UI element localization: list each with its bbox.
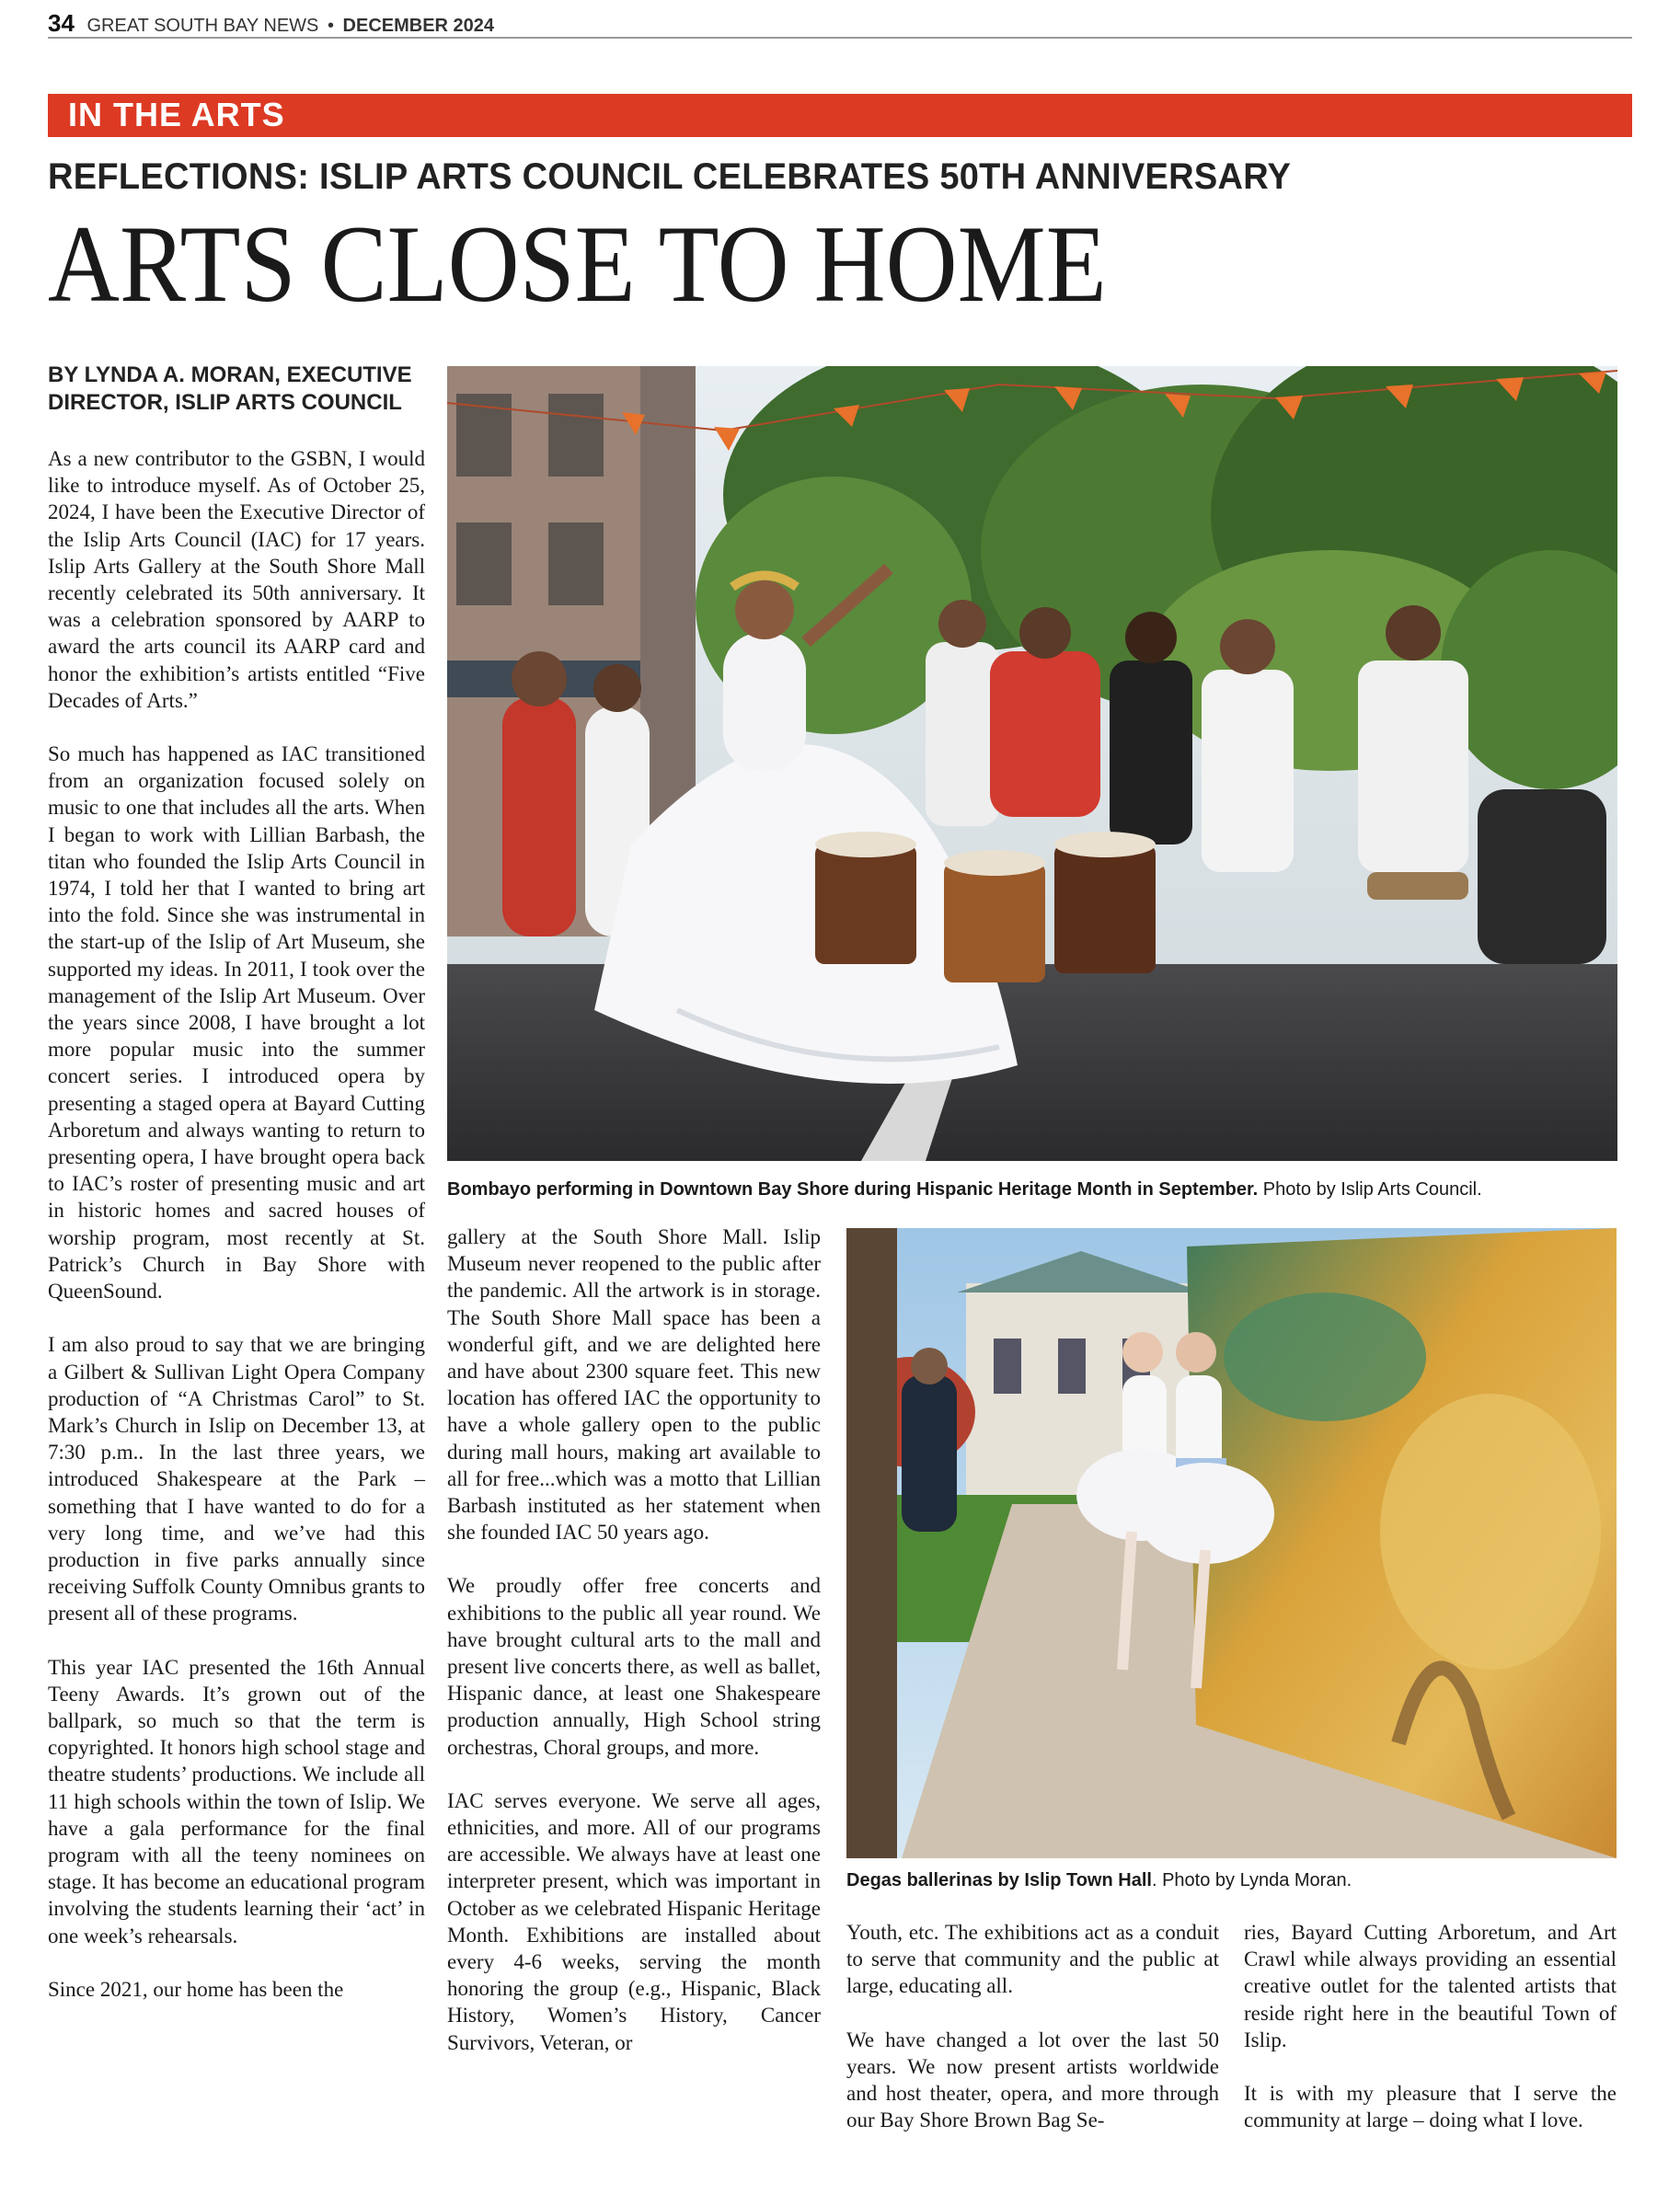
- page-number: 34: [48, 9, 75, 37]
- caption-description: Degas ballerinas by Islip Town Hall: [846, 1870, 1152, 1890]
- caption-description: Bombayo performing in Downtown Bay Shore during Hispanic Heritage Month in September.: [447, 1179, 1259, 1200]
- article-headline: ARTS CLOSE TO HOME: [48, 202, 1107, 325]
- photo-bombayo-performance: [447, 366, 1617, 1161]
- article-column-1: [48, 445, 425, 2029]
- paragraph: This year IAC presented the 16th Annual Teeny Awards. It’s grown out of the ballpark, so much so that the term is copyrighted. It honors high school stage and theatre students’ productions. We include all 11 high schools within the town of Islip. We have a gala performance for the final program with all the teeny nominees on stage. It has become an educational program involving the students learning their ‘act’ in one week’s rehearsals.: [48, 1655, 425, 1947]
- paragraph: Since 2021, our home has been the: [48, 1977, 344, 2001]
- page-folio: [48, 9, 1632, 39]
- photo-degas-ballerinas: [846, 1228, 1617, 1858]
- caption-credit: . Photo by Lynda Moran.: [1151, 1870, 1352, 1890]
- section-label: IN THE ARTS: [68, 96, 285, 133]
- paragraph: As a new contributor to the GSBN, I would like to introduce myself. As of October 25, 2024, I have been the Executive Director of the Islip Arts Council (IAC) for 17 years. Islip Arts Gallery at the South Shore Mall recently celebrated its 50th anniversary. It was a celebration sponsored by AARP to award the arts council its AARP card and honor the exhibition’s artists entitled “Five Decades of Arts.”: [48, 447, 425, 712]
- photo-caption-top: [447, 1179, 1617, 1201]
- photo-caption-bottom: [846, 1870, 1617, 1891]
- paragraph: I am also proud to say that we are bringing a Gilbert & Sullivan Light Opera Company production of “A Christmas Carol” to St. Mark’s Church in Islip on December 13, at 7:30 p.m.. In the last three years, we introduced Shakespeare at the Park – something that I have wanted to do for a very long time, and we’ve had this production in five parks annually since receiving Suffolk County Omnibus grants to present all of these programs.: [48, 1333, 425, 1626]
- article-byline: BY LYNDA A. MORAN, EXECUTIVE DIRECTOR, ISLIP ARTS COUNCIL: [48, 362, 412, 415]
- paragraph: It is with my pleasure that I serve the community at large – doing what I love.: [1244, 2082, 1617, 2132]
- paragraph: ries, Bayard Cutting Arboretum, and Art Crawl while always providing an essential creative outlet for the talented artists that reside right here in the beautiful Town of Islip.: [1244, 1921, 1617, 2051]
- paragraph: We have changed a lot over the last 50 years. We now present artists worldwide and host theater, opera, and more through our Bay Shore Brown Bag Se-: [846, 2028, 1219, 2132]
- issue-date: DECEMBER 2024: [342, 16, 495, 36]
- article-column-2: [447, 1224, 821, 2083]
- article-column-3: [846, 1919, 1219, 2160]
- paragraph: Youth, etc. The exhibitions act as a conduit to serve that community and the public at large, educating all.: [846, 1921, 1219, 1998]
- article-column-4: [1244, 1919, 1617, 2160]
- paragraph: gallery at the South Shore Mall. Islip Museum never reopened to the public after the pandemic. All the artwork is in storage. The South Shore Mall space has been a wonderful gift, and we are delighted here and have about 2300 square feet. This new location has offered IAC the opportunity to have a whole gallery open to the public during mall hours, making art available to all for free...which was a motto that Lillian Barbash instituted as her statement when she founded IAC 50 years ago.: [447, 1225, 821, 1545]
- folio-separator: •: [327, 16, 334, 36]
- article-kicker: REFLECTIONS: ISLIP ARTS COUNCIL CELEBRATES 50TH ANNIVERSARY: [48, 156, 1292, 197]
- paragraph: So much has happened as IAC transitioned from an organization focused solely on music to one that includes all the arts. When I began to work with Lillian Barbash, the titan who founded the Islip Arts Council in 1974, I told her that I wanted to bring art into the fold. Since she was instrumental in the start-up of the Islip of Art Museum, she supported my ideas. In 2011, I took over the management of the Islip Art Museum. Over the years since 2008, I have brought a lot more popular music into the summer concert series. I introduced opera by presenting a staged opera at Bayard Cutting Arboretum and always wanting to return to presenting opera, I have brought opera back to IAC’s roster of presenting music and art in historic homes and sacred houses of worship program, most recently at St. Patrick’s Church in Bay Shore with QueenSound.: [48, 742, 425, 1304]
- publication-name: GREAT SOUTH BAY NEWS: [86, 16, 319, 36]
- section-band: [48, 94, 1632, 137]
- caption-credit: Photo by Islip Arts Council.: [1258, 1179, 1482, 1200]
- paragraph: IAC serves everyone. We serve all ages, ethnicities, and more. All of our programs are accessible. We always have at least one interpreter present, which was important in October as we celebrated Hispanic Heritage Month. Exhibitions are installed about every 4-6 weeks, serving the month honoring the group (e.g., Hispanic, Black History, Women’s History, Cancer Survivors, Veteran, or: [447, 1788, 821, 2054]
- paragraph: We proudly offer free concerts and exhibitions to the public all year round. We have brought cultural arts to the mall and present live concerts there, as well as ballet, Hispanic dance, at least one Shakespeare production annually, High School string orchestras, Choral groups, and more.: [447, 1574, 821, 1759]
